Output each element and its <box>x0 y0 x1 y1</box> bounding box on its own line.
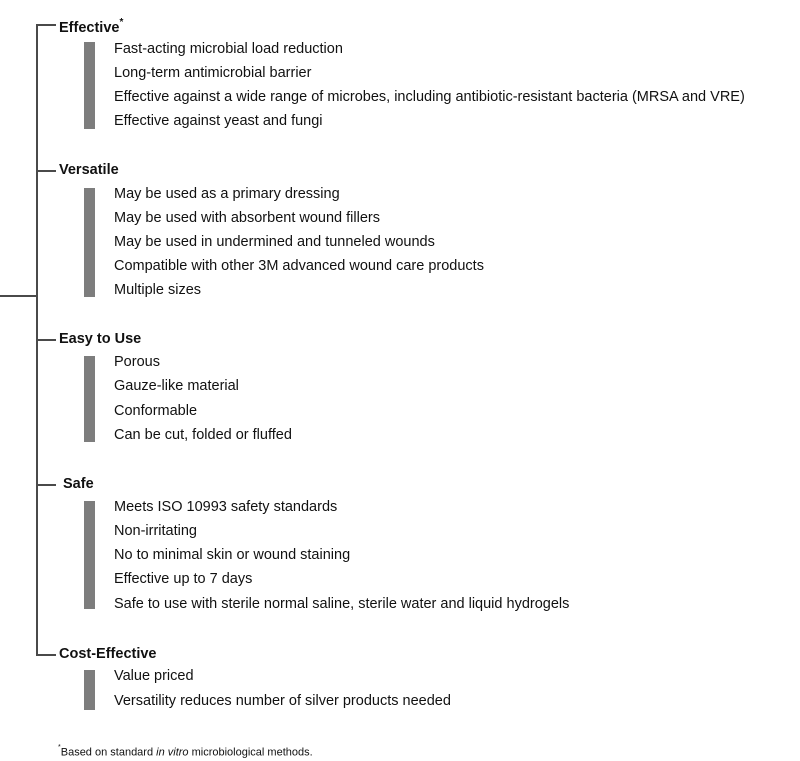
list-item: Fast-acting microbial load reduction <box>114 41 343 57</box>
bar-effective <box>84 42 95 129</box>
list-item: Porous <box>114 354 160 370</box>
heading-effective-label: Effective <box>59 19 120 36</box>
list-item: Versatility reduces number of silver products needed <box>114 693 451 709</box>
heading-safe: Safe <box>63 476 94 492</box>
list-item: Effective against yeast and fungi <box>114 113 323 129</box>
footnote-text-after: microbiological methods. <box>188 746 313 759</box>
list-item: Compatible with other 3M advanced wound care products <box>114 258 484 274</box>
bar-easy-to-use <box>84 356 95 442</box>
bar-cost-effective <box>84 670 95 710</box>
branch-safe <box>36 484 56 486</box>
heading-versatile: Versatile <box>59 162 119 178</box>
list-item: Effective up to 7 days <box>114 571 253 587</box>
heading-cost-effective: Cost-Effective <box>59 646 157 662</box>
list-item: Safe to use with sterile normal saline, sterile water and liquid hydrogels <box>114 596 570 612</box>
list-item: May be used in undermined and tunneled wounds <box>114 234 435 250</box>
list-item: Can be cut, folded or fluffed <box>114 427 292 443</box>
list-item: Non-irritating <box>114 523 197 539</box>
heading-easy-to-use: Easy to Use <box>59 331 142 347</box>
footnote-marker: * <box>58 744 61 751</box>
branch-cost-effective <box>36 654 56 656</box>
list-item: Meets ISO 10993 safety standards <box>114 499 338 515</box>
footnote-text-italic: in vitro <box>156 746 189 759</box>
heading-effective <box>59 15 123 37</box>
branch-easy-to-use <box>36 339 56 341</box>
bar-versatile <box>84 188 95 297</box>
root-stub <box>0 295 37 297</box>
footnote-text-before: Based on standard <box>60 746 157 759</box>
bar-safe <box>84 501 95 609</box>
list-item: No to minimal skin or wound staining <box>114 547 351 563</box>
list-item: Value priced <box>114 668 194 684</box>
branch-effective <box>36 24 56 26</box>
list-item: Effective against a wide range of microbes, including antibiotic-resistant bacteria (MRSA and VRE) <box>114 89 745 105</box>
list-item: May be used as a primary dressing <box>114 186 340 202</box>
list-item: May be used with absorbent wound fillers <box>114 210 380 226</box>
list-item: Multiple sizes <box>114 282 202 298</box>
branch-versatile <box>36 170 56 172</box>
list-item: Long-term antimicrobial barrier <box>114 65 312 81</box>
heading-effective-marker: * <box>119 17 124 28</box>
footnote <box>58 743 313 760</box>
list-item: Gauze-like material <box>114 378 239 394</box>
list-item: Conformable <box>114 403 198 419</box>
